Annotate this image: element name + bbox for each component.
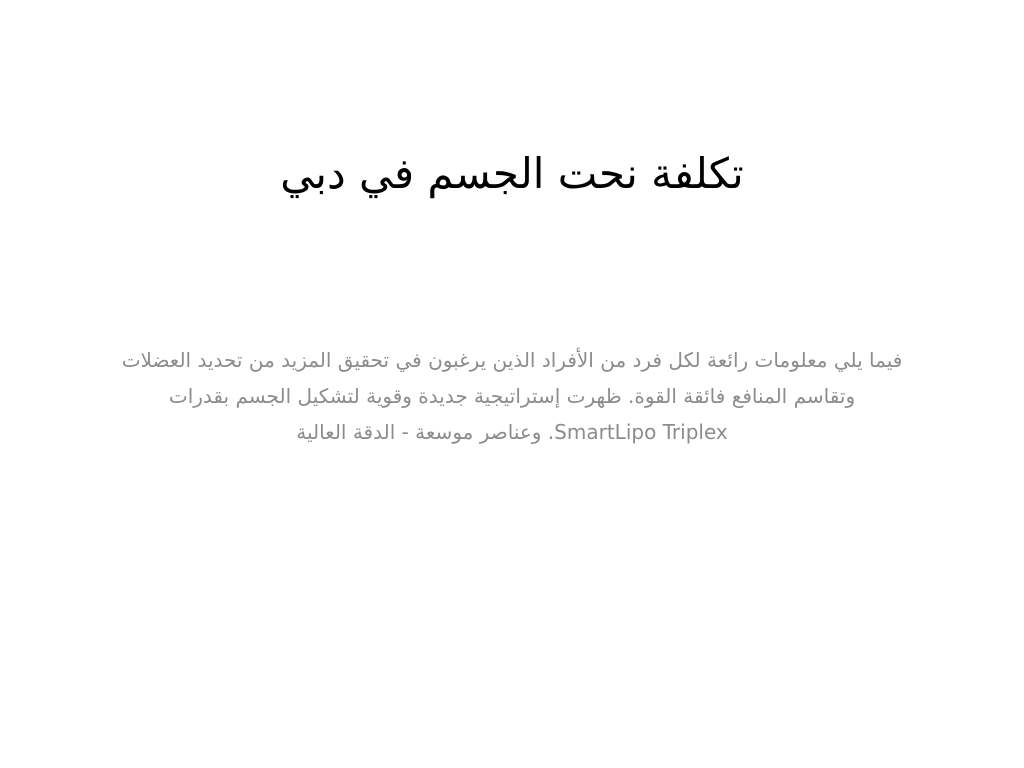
slide-body-text: فيما يلي معلومات رائعة لكل فرد من الأفراد الذين يرغبون في تحقيق المزيد من تحديد العضلات وتقاسم المنافع فائقة القوة. ظهرت إستراتيجية جديدة وقوية لتشكيل الجسم بقدرات SmartLipo Triplex. وعناصر موسعة - الدقة العالية bbox=[121, 348, 903, 444]
slide-title: تكلفة نحت الجسم في دبي bbox=[280, 149, 744, 198]
